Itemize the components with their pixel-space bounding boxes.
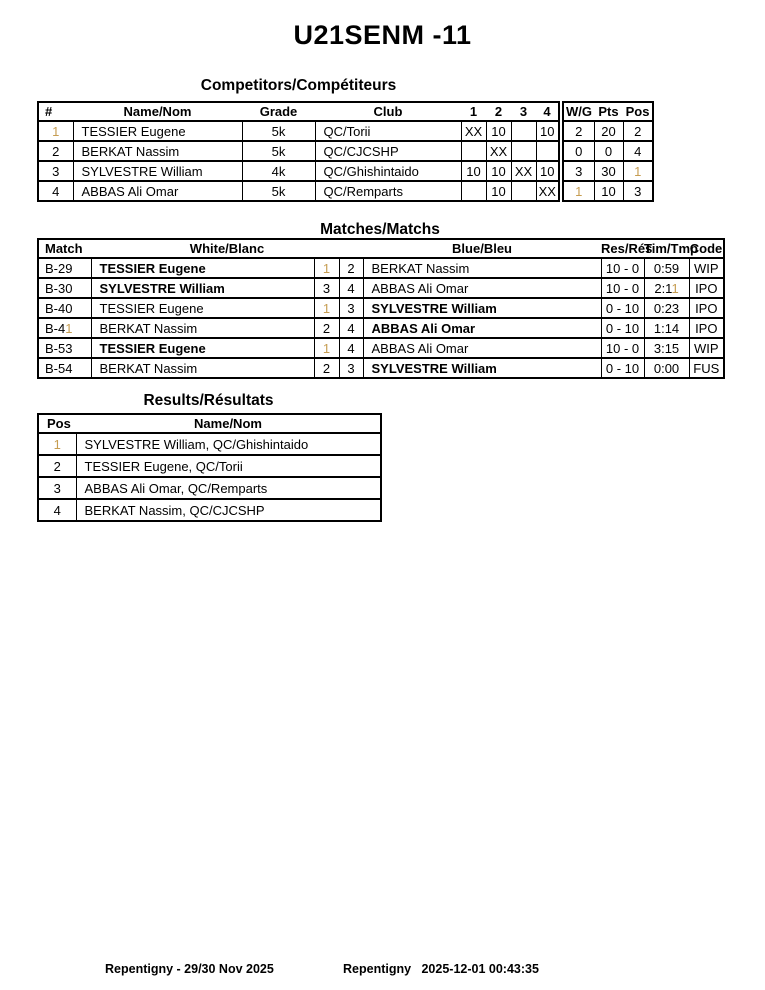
code-cell: IPO [689,278,724,298]
pos-cell: 3 [623,181,653,201]
result-cell: 0 - 10 [601,358,644,378]
round-3-cell [511,121,536,141]
code-cell: WIP [689,258,724,278]
result-row [38,455,381,477]
blue-name-cell: ABBAS Ali Omar [363,278,601,298]
header-blue: Blue/Bleu [363,239,601,258]
blue-num-cell: 4 [339,318,363,338]
header-tim: Tim/Tmp [644,241,698,256]
competitor-row [38,161,653,181]
match-row [38,298,724,318]
round-4-cell: XX [536,181,561,201]
header-name: Name/Nom [76,414,381,433]
code-cell: IPO [689,318,724,338]
grade-cell: 4k [242,161,315,181]
results-table [37,413,382,522]
competitors-heading: Competitors/Compétiteurs [200,77,397,94]
pos-cell: 2 [38,455,76,477]
results-heading: Results/Résultats [143,392,274,409]
blue-num-cell: 4 [339,278,363,298]
code-cell: IPO [689,298,724,318]
result-cell: 10 - 0 [601,258,644,278]
page-title: U21SENM -11 [293,20,472,50]
header-num: # [38,102,73,121]
wg-cell: 2 [561,121,594,141]
code-cell: WIP [689,338,724,358]
competitor-row [38,121,653,141]
match-id-cell: B-54 [38,358,91,378]
grade-cell: 5k [242,141,315,161]
header-white: White/Blanc [91,239,363,258]
num-cell: 4 [38,181,73,201]
round-1-cell [461,141,486,161]
time-cell: 0:59 [644,258,689,278]
round-2-cell: 10 [486,121,511,141]
competitors-table [37,101,654,202]
white-num-cell: 3 [314,278,339,298]
header-name: Name/Nom [73,102,242,121]
results-header-row [38,414,381,433]
blue-name-cell: BERKAT Nassim [363,258,601,278]
name-cell: SYLVESTRE William [73,161,242,181]
wg-cell: 1 [561,181,594,201]
white-name-cell: BERKAT Nassim [91,318,314,338]
club-cell: QC/Remparts [315,181,461,201]
matches-header-row [38,239,724,258]
blue-num-cell: 4 [339,338,363,358]
footer-timestamp: Repentigny 2025-12-01 00:43:35 [343,962,539,976]
header-pos: Pos [38,414,76,433]
white-name-cell: TESSIER Eugene [91,338,314,358]
white-num-cell: 2 [314,358,339,378]
round-2-cell: XX [486,141,511,161]
blue-num-cell: 3 [339,298,363,318]
pos-cell: 3 [38,477,76,499]
blue-name-cell: ABBAS Ali Omar [363,318,601,338]
result-row [38,499,381,521]
match-row [38,258,724,278]
match-row [38,278,724,298]
blue-name-cell: SYLVESTRE William [363,298,601,318]
header-res: Res/Rés [601,241,653,256]
round-2-cell: 10 [486,181,511,201]
blue-name-cell: SYLVESTRE William [363,358,601,378]
round-3-cell: XX [511,161,536,181]
result-cell: 0 - 10 [601,298,644,318]
pos-cell: 4 [623,141,653,161]
club-cell: QC/CJCSHP [315,141,461,161]
match-id-cell: B-30 [38,278,91,298]
round-1-cell: 10 [461,161,486,181]
result-name-cell: SYLVESTRE William, QC/Ghishintaido [76,433,381,455]
matches-table [37,238,725,379]
name-cell: ABBAS Ali Omar [73,181,242,201]
matches-heading: Matches/Matchs [320,221,440,238]
result-name-cell: BERKAT Nassim, QC/CJCSHP [76,499,381,521]
match-id-cell: B-40 [38,298,91,318]
header-club: Club [315,102,461,121]
competitors-header-row [38,102,653,121]
pos-cell: 2 [623,121,653,141]
club-cell: QC/Ghishintaido [315,161,461,181]
result-cell: 10 - 0 [601,338,644,358]
white-name-cell: SYLVESTRE William [91,278,314,298]
match-row [38,338,724,358]
club-cell: QC/Torii [315,121,461,141]
round-4-cell: 10 [536,121,561,141]
round-4-cell [536,141,561,161]
round-2-cell: 10 [486,161,511,181]
time-cell: 0:00 [644,358,689,378]
header-grade: Grade [242,102,315,121]
white-name-cell: BERKAT Nassim [91,358,314,378]
pts-cell: 20 [594,121,623,141]
match-row [38,318,724,338]
result-row [38,477,381,499]
white-name-cell: TESSIER Eugene [91,298,314,318]
header-pos: Pos [623,102,653,121]
header-round-1: 1 [461,102,486,121]
wg-cell: 0 [561,141,594,161]
pos-cell: 4 [38,499,76,521]
pos-cell: 1 [38,433,76,455]
time-cell: 1:14 [644,318,689,338]
result-cell: 0 - 10 [601,318,644,338]
result-name-cell: ABBAS Ali Omar, QC/Remparts [76,477,381,499]
round-3-cell [511,181,536,201]
header-pts: Pts [594,102,623,121]
white-name-cell: TESSIER Eugene [91,258,314,278]
round-4-cell: 10 [536,161,561,181]
white-num-cell: 1 [314,298,339,318]
pts-cell: 30 [594,161,623,181]
match-id-cell: B-41 [38,318,91,338]
wg-cell: 3 [561,161,594,181]
match-id-cell: B-29 [38,258,91,278]
footer-location-date: Repentigny - 29/30 Nov 2025 [105,962,274,976]
white-num-cell: 2 [314,318,339,338]
result-row [38,433,381,455]
result-cell: 10 - 0 [601,278,644,298]
code-cell: FUS [689,358,724,378]
header-round-3: 3 [511,102,536,121]
grade-cell: 5k [242,181,315,201]
header-round-2: 2 [486,102,511,121]
round-1-cell: XX [461,121,486,141]
time-cell: 3:15 [644,338,689,358]
pos-cell: 1 [623,161,653,181]
match-row [38,358,724,378]
competitor-row [38,181,653,201]
header-code: Code [689,241,723,256]
blue-name-cell: ABBAS Ali Omar [363,338,601,358]
round-1-cell [461,181,486,201]
white-num-cell: 1 [314,258,339,278]
num-cell: 3 [38,161,73,181]
white-num-cell: 1 [314,338,339,358]
header-match: Match [38,239,91,258]
match-id-cell: B-53 [38,338,91,358]
competitor-row [38,141,653,161]
blue-num-cell: 3 [339,358,363,378]
result-name-cell: TESSIER Eugene, QC/Torii [76,455,381,477]
num-cell: 2 [38,141,73,161]
name-cell: TESSIER Eugene [73,121,242,141]
name-cell: BERKAT Nassim [73,141,242,161]
blue-num-cell: 2 [339,258,363,278]
grade-cell: 5k [242,121,315,141]
pts-cell: 0 [594,141,623,161]
round-3-cell [511,141,536,161]
time-cell: 2:11 [644,278,689,298]
header-round-4: 4 [536,102,561,121]
num-cell: 1 [38,121,73,141]
time-cell: 0:23 [644,298,689,318]
header-wg: W/G [561,102,594,121]
pts-cell: 10 [594,181,623,201]
